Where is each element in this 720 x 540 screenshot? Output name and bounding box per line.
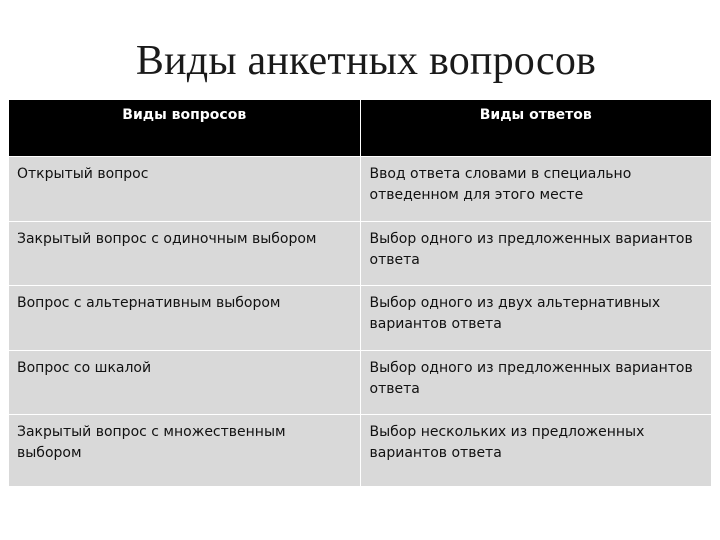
answer-type-cell: Выбор одного из предложенных вариантов ответа: [360, 221, 711, 285]
question-type-cell: Закрытый вопрос с одиночным выбором: [9, 221, 360, 285]
answer-type-cell: Ввод ответа словами в специально отведенном для этого месте: [360, 156, 711, 221]
table-row: [9, 156, 711, 221]
answer-type-cell: Выбор одного из предложенных вариантов ответа: [360, 350, 711, 414]
table-row: [9, 285, 711, 350]
table-header-row: [9, 100, 711, 156]
answer-type-cell: Выбор нескольких из предложенных вариантов ответа: [360, 414, 711, 486]
question-type-cell: Закрытый вопрос с множественным выбором: [9, 414, 360, 486]
question-type-cell: Вопрос со шкалой: [9, 350, 360, 414]
column-header-answer-types: Виды ответов: [360, 100, 711, 156]
table-row: [9, 350, 711, 414]
answer-type-cell: Выбор одного из двух альтернативных вариантов ответа: [360, 285, 711, 350]
slide-title: Виды анкетных вопросов: [135, 38, 597, 84]
question-type-cell: Открытый вопрос: [9, 156, 360, 221]
question-type-cell: Вопрос с альтернативным выбором: [9, 285, 360, 350]
question-types-table: [9, 100, 711, 486]
table-row: [9, 414, 711, 486]
column-header-question-types: Виды вопросов: [9, 100, 360, 156]
table-row: [9, 221, 711, 285]
